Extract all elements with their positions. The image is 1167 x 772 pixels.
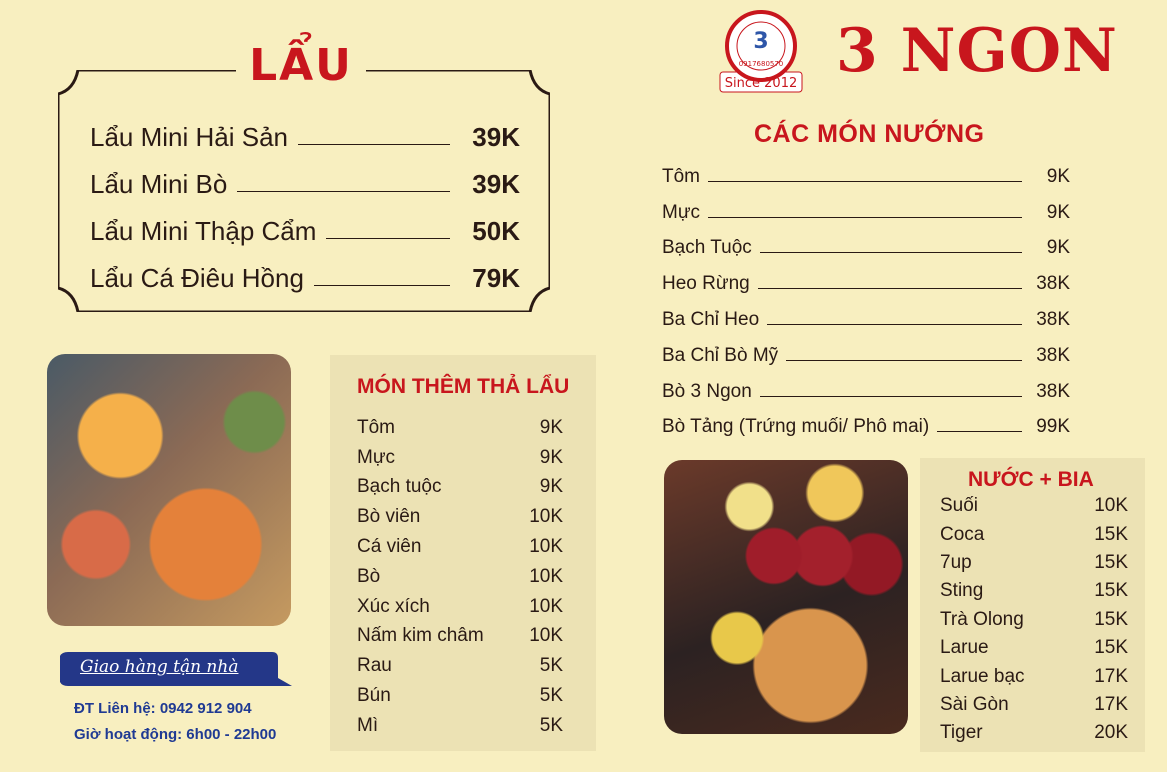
them-list (357, 413, 563, 741)
bia-item (940, 520, 1128, 548)
nuong-item-price: 9K (1046, 165, 1070, 187)
them-item-price: 10K (529, 565, 563, 587)
them-item (357, 592, 563, 622)
bia-item-price: 15K (1094, 608, 1128, 630)
leader-line (326, 238, 450, 239)
bia-item (940, 719, 1128, 747)
lau-list (90, 106, 520, 294)
nuong-item-name: Heo Rừng (662, 273, 750, 295)
them-item-price: 5K (539, 685, 563, 707)
lau-item-name: Lẩu Mini Bò (90, 169, 228, 199)
lau-item-price: 39K (472, 122, 520, 152)
them-item-price: 9K (539, 446, 563, 468)
bia-item-price: 15K (1094, 637, 1128, 659)
nuong-item (662, 403, 1070, 439)
lau-item (90, 200, 520, 247)
bia-item-name: Larue (940, 637, 989, 659)
bia-item (940, 662, 1128, 690)
bia-item (940, 606, 1128, 634)
them-title: MÓN THÊM THẢ LẨU (357, 375, 570, 398)
brand-name: 3 NGON (836, 16, 1118, 86)
them-item-name: Bò viên (357, 506, 421, 528)
them-item-price: 10K (529, 506, 563, 528)
nuong-item-name: Tôm (662, 165, 700, 187)
nuong-item (662, 331, 1070, 367)
bia-item-name: 7up (940, 551, 972, 573)
nuong-item-name: Bạch Tuộc (662, 237, 752, 259)
bia-title: NƯỚC + BIA (968, 468, 1094, 491)
nuong-item-name: Ba Chỉ Bò Mỹ (662, 344, 779, 366)
contact-info (74, 696, 276, 748)
them-item (357, 711, 563, 741)
nuong-item-price: 9K (1046, 237, 1070, 259)
nuong-item (662, 259, 1070, 295)
nuong-item-name: Mực (662, 201, 701, 223)
them-item-price: 5K (539, 655, 563, 677)
them-item-price: 9K (539, 416, 563, 438)
bia-item-name: Coca (940, 523, 985, 545)
them-item-price: 10K (529, 536, 563, 558)
bia-item-name: Larue bạc (940, 665, 1025, 687)
nuong-item-price: 38K (1036, 380, 1070, 402)
hours-text: Giờ hoạt động: 6h00 - 22h00 (74, 726, 277, 743)
them-item-name: Xúc xích (357, 595, 430, 617)
bia-item (940, 549, 1128, 577)
lau-title: LẨU (236, 40, 366, 91)
lau-item (90, 106, 520, 153)
leader-line (758, 288, 1022, 289)
lau-item-name: Lẩu Mini Thập Cẩm (90, 216, 317, 246)
them-item (357, 473, 563, 503)
bia-panel (920, 458, 1145, 752)
them-item (357, 651, 563, 681)
delivery-text: Giao hàng tận nhà (80, 657, 239, 677)
delivery-banner (60, 652, 292, 686)
them-item-name: Tôm (357, 416, 395, 438)
bia-item-price: 15K (1094, 580, 1128, 602)
leader-line (760, 252, 1022, 253)
bia-item-price: 15K (1094, 551, 1128, 573)
them-item-name: Mực (357, 446, 396, 468)
nuong-item (662, 367, 1070, 403)
bia-item-name: Sting (940, 580, 984, 602)
leader-line (298, 144, 450, 145)
bia-item-name: Suối (940, 495, 979, 517)
bia-item (940, 691, 1128, 719)
leader-line (708, 181, 1022, 182)
them-panel (330, 355, 596, 751)
leader-line (708, 217, 1022, 218)
bia-item-price: 17K (1094, 693, 1128, 715)
them-item (357, 562, 563, 592)
them-item-name: Cá viên (357, 536, 422, 558)
bia-item (940, 577, 1128, 605)
bia-item (940, 492, 1128, 520)
nuong-item-name: Ba Chỉ Heo (662, 308, 760, 330)
lau-item-price: 39K (472, 169, 520, 199)
leader-line (314, 285, 450, 286)
logo-number: 3 (753, 29, 769, 54)
them-item (357, 502, 563, 532)
nuong-item-price: 38K (1036, 308, 1070, 330)
leader-line (767, 324, 1022, 325)
them-item-name: Mì (357, 714, 379, 736)
lau-item-price: 79K (472, 263, 520, 293)
bia-item-price: 17K (1094, 665, 1128, 687)
nuong-item (662, 188, 1070, 224)
them-item (357, 532, 563, 562)
bia-item-name: Sài Gòn (940, 693, 1009, 715)
brand-logo (718, 10, 804, 94)
nuong-item-price: 99K (1036, 416, 1070, 438)
bia-list (940, 492, 1128, 748)
hotpot-photo (47, 354, 291, 626)
lau-item-name: Lẩu Cá Điêu Hồng (90, 263, 304, 293)
lau-item (90, 247, 520, 294)
them-item-name: Bạch tuộc (357, 476, 442, 498)
bia-item-price: 20K (1094, 722, 1128, 744)
nuong-item-name: Bò Tảng (Trứng muối/ Phô mai) (662, 416, 930, 438)
nuong-item-name: Bò 3 Ngon (662, 380, 752, 402)
bia-item (940, 634, 1128, 662)
nuong-item (662, 295, 1070, 331)
bia-item-price: 15K (1094, 523, 1128, 545)
nuong-title: CÁC MÓN NƯỚNG (754, 120, 985, 148)
nuong-list (662, 152, 1070, 438)
them-item-price: 5K (539, 714, 563, 736)
leader-line (237, 191, 450, 192)
them-item-price: 10K (529, 625, 563, 647)
leader-line (786, 360, 1022, 361)
leader-line (937, 431, 1022, 432)
nuong-item-price: 38K (1036, 273, 1070, 295)
logo-since: Since 2012 (724, 76, 798, 91)
them-item (357, 681, 563, 711)
them-item-price: 10K (529, 595, 563, 617)
logo-phone: 0917680570 (738, 60, 784, 68)
them-item-name: Nấm kim châm (357, 625, 484, 647)
them-item-price: 9K (539, 476, 563, 498)
bia-item-name: Trà Olong (940, 608, 1024, 630)
them-item-name: Bò (357, 565, 381, 587)
grill-photo (664, 460, 908, 734)
nuong-item-price: 9K (1046, 201, 1070, 223)
bia-item-price: 10K (1094, 495, 1128, 517)
nuong-item (662, 152, 1070, 188)
nuong-item-price: 38K (1036, 344, 1070, 366)
lau-item-price: 50K (472, 216, 520, 246)
them-item (357, 443, 563, 473)
them-item-name: Rau (357, 655, 392, 677)
them-item (357, 622, 563, 652)
phone-text: ĐT Liên hệ: 0942 912 904 (74, 700, 252, 717)
bia-item-name: Tiger (940, 722, 983, 744)
lau-item (90, 153, 520, 200)
them-item-name: Bún (357, 685, 391, 707)
leader-line (760, 396, 1022, 397)
them-item (357, 413, 563, 443)
lau-item-name: Lẩu Mini Hải Sản (90, 122, 288, 152)
nuong-item (662, 224, 1070, 260)
